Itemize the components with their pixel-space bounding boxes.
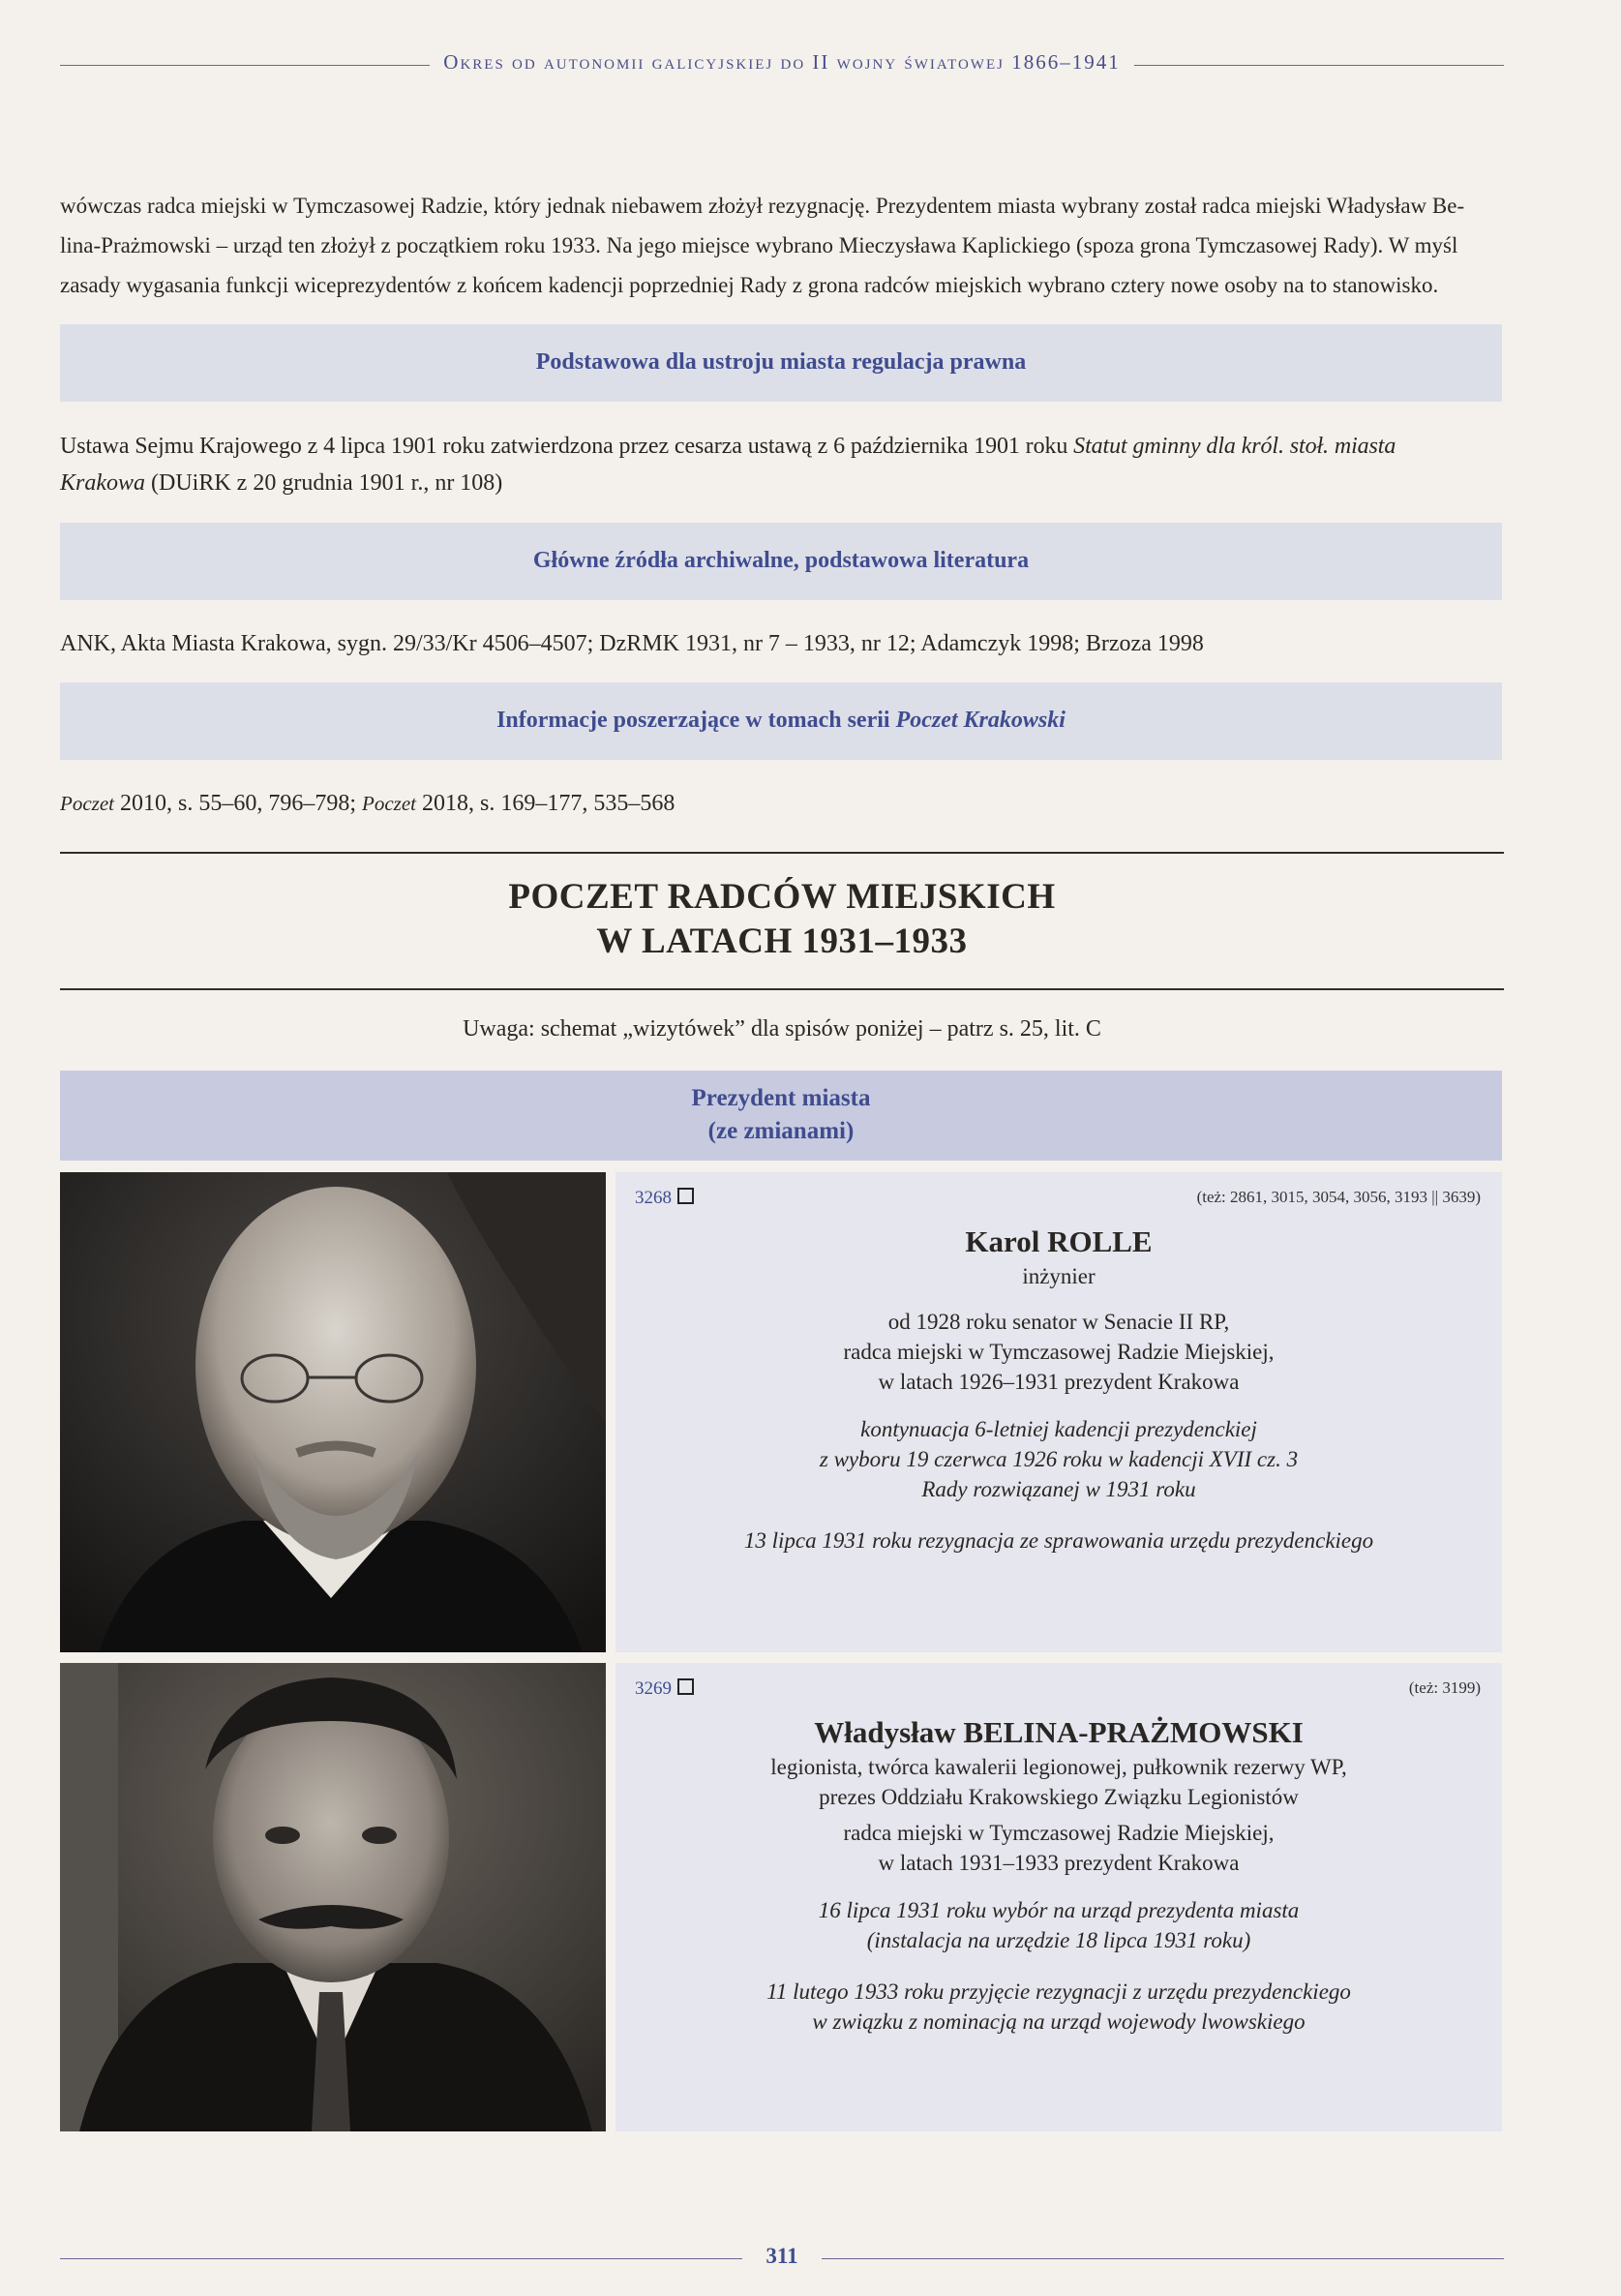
page-footer xyxy=(60,2244,1504,2273)
section-heading-text: Główne źródła archiwalne, podstawowa literatura xyxy=(532,548,1030,573)
portrait-belina-prazmowski-image xyxy=(60,1663,606,2131)
person-profession: legionista, twórca kawalerii legionowej, pułkownik rezerwy WP, xyxy=(770,1755,1347,1779)
title-rule-bottom xyxy=(60,988,1504,990)
entry-card-3269 xyxy=(615,1663,1502,2131)
intro-line: wówczas radca miejski w Tymczasowej Radzie, który jednak niebawem złożył rezygnację. Prezydentem miasta wybrany został radca miejski Władysław Be- xyxy=(60,194,1465,218)
person-profession: inżynier xyxy=(1022,1264,1096,1288)
portrait-rolle-image xyxy=(60,1172,606,1652)
person-role: radca miejski w Tymczasowej Radzie Miejskiej, xyxy=(843,1821,1275,1845)
intro-line: lina-Prażmowski – urząd ten złożył z początkiem roku 1933. Na jego miejsce wybrano Mieczysława Kaplickiego (spoza grona Tymczasowej Rady). W myśl xyxy=(60,233,1458,257)
person-role: w latach 1931–1933 prezydent Krakowa xyxy=(878,1851,1240,1875)
section-heading-further-info xyxy=(60,682,1502,760)
section-heading-legal xyxy=(60,324,1502,402)
term-note: Rady rozwiązanej w 1931 roku xyxy=(921,1477,1196,1501)
person-profession: prezes Oddziału Krakowskiego Związku Legionistów xyxy=(819,1785,1299,1809)
main-title xyxy=(60,875,1504,964)
entry-number xyxy=(635,1188,694,1209)
statute-title-part: Krakowa xyxy=(60,470,146,496)
entry-number xyxy=(635,1678,694,1700)
president-band-line: Prezydent miasta xyxy=(691,1085,871,1111)
intro-paragraph xyxy=(60,186,1504,305)
section-heading-sources xyxy=(60,523,1502,600)
resignation-note: w związku z nominacją na urząd wojewody lwowskiego xyxy=(812,2009,1306,2034)
main-title-line: W LATACH 1931–1933 xyxy=(596,921,968,961)
statute-title-part: Statut gminny dla król. stoł. miasta xyxy=(1073,434,1396,459)
series-ref: Poczet xyxy=(60,792,114,815)
schema-note: Uwaga: schemat „wizytówek” dla spisów poniżej – patrz s. 25, lit. C xyxy=(463,1016,1101,1042)
running-header xyxy=(60,50,1504,79)
entry-refs: (też: 3199) xyxy=(1408,1678,1481,1697)
intro-line: zasady wygasania funkcji wiceprezydentów z końcem kadencji poprzedniej Rady z grona radców miejskich wybrano cztery nowe osoby na to stanowisko. xyxy=(60,273,1439,297)
page-number: 311 xyxy=(765,2244,798,2268)
entry-body xyxy=(615,1713,1502,2037)
series-title: Poczet Krakowski xyxy=(895,708,1066,733)
main-title-line: POCZET RADCÓW MIEJSKICH xyxy=(508,877,1056,917)
entry-number-text: 3268 xyxy=(635,1188,672,1208)
resignation-note: 11 lutego 1933 roku przyjęcie rezygnacji z urzędu prezydenckiego xyxy=(766,1979,1351,2004)
entry-refs: (też: 2861, 3015, 3054, 3056, 3193 || 3639) xyxy=(1196,1188,1481,1206)
legal-text-part: Ustawa Sejmu Krajowego z 4 lipca 1901 roku zatwierdzona przez cesarza ustawą z 6 października 1901 roku xyxy=(60,434,1074,459)
person-role: w latach 1926–1931 prezydent Krakowa xyxy=(878,1370,1240,1394)
president-band-line: (ze zmianami) xyxy=(707,1118,855,1144)
term-note: z wyboru 19 czerwca 1926 roku w kadencji XVII cz. 3 xyxy=(819,1447,1299,1471)
person-role: radca miejski w Tymczasowej Radzie Miejskiej, xyxy=(843,1340,1275,1364)
term-note: kontynuacja 6-letniej kadencji prezydenckiej xyxy=(860,1417,1257,1441)
series-ref-pages: 2010, s. 55–60, 796–798; xyxy=(113,791,362,816)
resignation-note: 13 lipca 1931 roku rezygnacja ze sprawowania urzędu prezydenckiego xyxy=(743,1528,1374,1553)
sources-text: ANK, Akta Miasta Krakowa, sygn. 29/33/Kr 4506–4507; DzRMK 1931, nr 7 – 1933, nr 12; Adamczyk 1998; Brzoza 1998 xyxy=(60,631,1204,656)
entry-card-3268 xyxy=(615,1172,1502,1652)
president-band xyxy=(60,1071,1502,1161)
election-note: 16 lipca 1931 roku wybór na urząd prezydenta miasta xyxy=(818,1898,1300,1922)
person-name: Władysław BELINA-PRAŻMOWSKI xyxy=(814,1715,1304,1749)
election-note: (instalacja na urzędzie 18 lipca 1931 roku) xyxy=(866,1928,1251,1952)
legal-text xyxy=(60,428,1504,501)
entry-number-text: 3269 xyxy=(635,1678,672,1699)
entry-body xyxy=(615,1223,1502,1556)
portrait-photo-rolle xyxy=(60,1172,606,1652)
running-header-text: Okres od autonomii galicyjskiej do II wojny światowej 1866–1941 xyxy=(430,50,1133,74)
series-ref-pages: 2018, s. 169–177, 535–568 xyxy=(415,791,675,816)
person-role: od 1928 roku senator w Senacie II RP, xyxy=(887,1310,1230,1334)
further-info-text xyxy=(60,785,1504,822)
portrait-photo-belina-prazmowski xyxy=(60,1663,606,2131)
section-heading-text: Podstawowa dla ustroju miasta regulacja prawna xyxy=(535,349,1027,375)
checkbox-square-icon xyxy=(677,1188,694,1204)
legal-text-part: (DUiRK z 20 grudnia 1901 r., nr 108) xyxy=(145,470,503,496)
series-ref: Poczet xyxy=(362,792,416,815)
section-heading-text: Informacje poszerzające w tomach serii xyxy=(496,708,896,733)
title-rule-top xyxy=(60,852,1504,854)
checkbox-square-icon xyxy=(677,1678,694,1695)
person-name: Karol ROLLE xyxy=(965,1224,1153,1258)
